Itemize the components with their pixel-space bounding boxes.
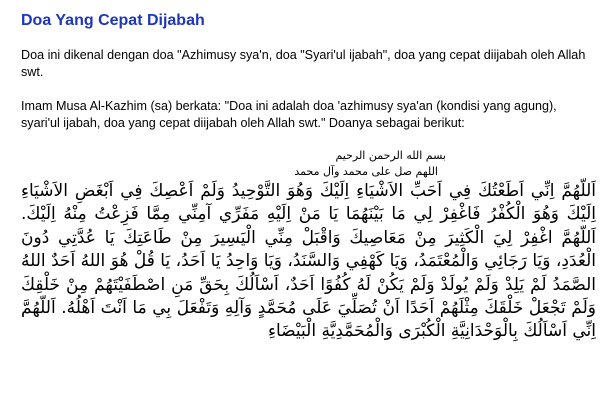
- salawat-line: اللهم صل على محمد وآل محمد: [294, 165, 438, 178]
- intro-paragraph: Doa ini dikenal dengan doa "Azhimusy sya'n, doa "Syari'ul ijabah", doa yang cepat diijabah oleh Allah swt.: [21, 48, 586, 79]
- prayer-text: اَللّهُمَّ اِنِّي اَطَعْتُكَ فِي اَحَبِّ الاَشْيَاءِ اِلَيْكَ وَهُوَ التَّوْحِيدُ وَلَمْ اَعْصِكَ فِي اَبْغَضِ الاَشْيَاءِ اِلَيْكَ وَهُوَ الْكُفْرُ فَاغْفِرْ لِي مَا بَيْنَهُمَا يَا مَنْ اِلَيْهِ مَفَرِّي آمِنِّي مِمَّا فَزِعْتُ مِنْهُ اِلَيْكَ. اَللّهُمَّ اغْفِرْ لِيَ الْكَثِيرَ مِنْ مَعَاصِيكَ وَاقْبَلْ مِنِّي الْيَسِيرَ مِنْ طَاعَتِكَ يَا عُدَّتِي دُونَ الْعُدَدِ، وَيَا رَجَائِي وَالْمُعْتَمَدُ، وَيَا كَهْفِي وَالسَّنَدُ، وَيَا وَاحِدُ يَا اَحَدُ، يَا قُلْ هُوَ اللهُ اَحَدٌ اللهُ الصَّمَدُ لَمْ يَلِدْ وَلَمْ يُولَدْ وَلَمْ يَكُنْ لَهُ كُفُوًا اَحَدٌ، اَسْاَلُكَ بِحَقِّ مَنِ اصْطَفَيْتَهُمْ مِنْ خَلْقِكَ وَلَمْ تَجْعَلْ خَلْقَكَ مِثْلَهُمْ اَحَدًا اَنْ تُصَلِّيَ عَلَى مُحَمَّدٍ وَآلِهِ وَتَفْعَلَ بِي مَا اَنْتَ اَهْلُهُ. اَللّهُمَّ اِنِّي اَسْاَلُكَ بِالْوَحْدَانِيَّةِ الْكُبْرَى وَالْمُحَمَّدِيَّةِ الْبَيْضَاءِ: [21, 181, 596, 342]
- quote-paragraph: Imam Musa Al-Kazhim (sa) berkata: "Doa ini adalah doa 'azhimusy sya'an (kondisi yang agung), syari'ul ijabah, doa yang cepat diijabah oleh Allah swt." Doanya sebagai berikut:: [21, 99, 557, 130]
- prayer-block: [21, 148, 596, 344]
- basmalah-line: بسم الله الرحمن الرحيم: [335, 149, 446, 162]
- article-title: Doa Yang Cepat Dijabah: [21, 12, 205, 29]
